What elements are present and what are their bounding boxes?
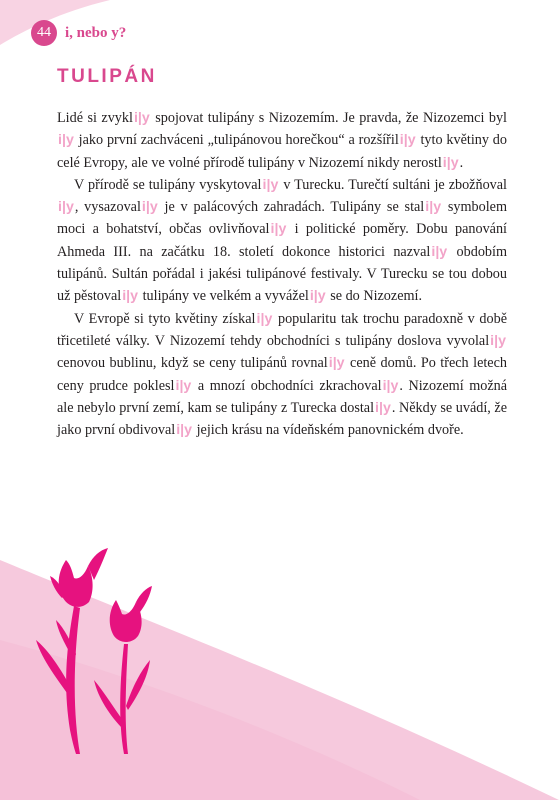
- i-y-gap: [443, 152, 459, 174]
- i-y-gap: [142, 196, 158, 218]
- text-segment: V přírodě se tulipány vyskytoval: [74, 176, 262, 193]
- gap-sep: |: [313, 288, 318, 305]
- gap-sep: |: [403, 132, 408, 149]
- page-title: TULIPÁN: [57, 66, 157, 87]
- gap-left: i: [122, 288, 127, 305]
- gap-right: y: [382, 399, 391, 416]
- gap-right: y: [149, 199, 158, 216]
- gap-right: y: [498, 332, 506, 349]
- gap-left: i: [256, 310, 261, 327]
- gap-left: i: [262, 176, 267, 193]
- i-y-gap: [175, 375, 191, 397]
- gap-right: y: [407, 132, 416, 149]
- gap-left: i: [133, 110, 138, 126]
- gap-right: y: [336, 355, 345, 372]
- text-segment: tulipány ve velkém a vyvážel: [139, 288, 309, 305]
- gap-left: i: [375, 399, 379, 416]
- gap-sep: |: [61, 199, 66, 216]
- text-segment: spojovat tulipány s Nizozemím. Je pravda, že Nizozemci byl: [150, 110, 507, 126]
- text-segment: . Nizozemí možná ale nebylo první zemí, kam se tulipány z Turecka dostal: [57, 377, 508, 416]
- i-y-gap: [58, 129, 74, 151]
- gap-left: i: [382, 377, 387, 394]
- text-segment: Lidé si zvykl: [57, 110, 133, 126]
- article-body: [57, 107, 507, 441]
- i-y-gap: [257, 308, 273, 330]
- gap-right: y: [433, 199, 442, 216]
- gap-left: i: [442, 154, 447, 171]
- i-y-gap: [271, 218, 287, 240]
- text-segment: v Turecku. Turečtí sultáni je zbožňoval: [279, 176, 507, 193]
- gap-sep: |: [61, 132, 66, 149]
- text-segment: V Evropě si tyto květiny získal: [74, 310, 256, 327]
- paragraph: [57, 107, 507, 174]
- text-segment: ceně domů. Po třech letech ceny prudce poklesl: [57, 355, 507, 394]
- i-y-gap: [425, 196, 441, 218]
- gap-right: y: [270, 176, 279, 193]
- gap-right: y: [317, 288, 326, 305]
- gap-sep: |: [274, 221, 279, 238]
- i-y-gap: [329, 352, 345, 374]
- gap-left: i: [176, 422, 181, 439]
- gap-sep: |: [266, 176, 271, 193]
- paragraph: [57, 174, 507, 308]
- text-segment: je v palácových zahradách. Tulipány se stal: [158, 199, 425, 216]
- gap-left: i: [141, 199, 146, 216]
- text-segment: , vysazoval: [74, 199, 141, 216]
- gap-left: i: [431, 243, 436, 260]
- gap-left: i: [490, 332, 495, 349]
- gap-sep: |: [180, 422, 185, 439]
- i-y-gap: [122, 285, 138, 307]
- gap-sep: |: [145, 199, 150, 216]
- gap-sep: |: [137, 110, 142, 126]
- gap-sep: |: [179, 377, 184, 394]
- page-header: [31, 20, 126, 46]
- text-segment: .: [459, 154, 464, 171]
- gap-sep: |: [446, 154, 451, 171]
- gap-right: y: [450, 154, 459, 171]
- gap-left: i: [270, 221, 275, 238]
- text-segment: jejich krásu na vídeňském panovnickém dvoře.: [193, 422, 464, 439]
- section-title: i, nebo y?: [65, 24, 127, 41]
- gap-left: i: [399, 132, 404, 149]
- paragraph: [57, 308, 507, 442]
- tulip-illustration: [28, 540, 158, 755]
- i-y-gap: [383, 375, 399, 397]
- gap-right: y: [278, 221, 287, 238]
- page-number-badge: 44: [31, 20, 57, 46]
- gap-sep: |: [386, 377, 391, 394]
- gap-sep: |: [260, 310, 265, 327]
- gap-left: i: [175, 377, 180, 394]
- gap-sep: |: [378, 399, 383, 416]
- gap-left: i: [58, 199, 62, 216]
- gap-sep: |: [126, 288, 131, 305]
- i-y-gap: [310, 285, 326, 307]
- gap-right: y: [65, 199, 74, 216]
- gap-sep: |: [332, 355, 337, 372]
- i-y-gap: [400, 129, 416, 151]
- gap-right: y: [130, 288, 139, 305]
- i-y-gap: [134, 107, 150, 129]
- gap-right: y: [439, 243, 448, 260]
- text-segment: . Někdy se uvádí, že jako první obdivoval: [57, 399, 508, 439]
- i-y-gap: [58, 196, 74, 218]
- text-segment: cenovou bublinu, když se ceny tulipánů rovnal: [57, 355, 328, 372]
- text-segment: jako první zachváceni „tulipánovou horečkou“ a rozšířil: [74, 132, 399, 149]
- gap-right: y: [390, 377, 399, 394]
- gap-left: i: [328, 355, 333, 372]
- gap-right: y: [65, 132, 74, 149]
- i-y-gap: [490, 330, 506, 352]
- gap-right: y: [264, 310, 273, 327]
- text-segment: i politické poměry. Dobu panování Ahmeda III. na začátku 18. století dokonce historici nazval: [57, 221, 507, 260]
- gap-sep: |: [494, 332, 499, 349]
- text-segment: obdobím tulipánů. Sultán pořádal i jakési tulipánové festivaly. V Turecku se tou dobou už pěstoval: [57, 243, 507, 305]
- text-segment: popularitu tak trochu paradoxně v době třicetileté války. V Nizozemí tehdy obchodníci s tulipány doslova vyvolal: [57, 310, 508, 349]
- gap-left: i: [425, 199, 430, 216]
- i-y-gap: [176, 419, 192, 441]
- gap-sep: |: [429, 199, 434, 216]
- text-segment: a mnozí obchodníci zkrachoval: [192, 377, 382, 394]
- text-segment: symbolem moci a bohatství, občas ovlivňoval: [57, 199, 507, 238]
- text-segment: tyto květiny do celé Evropy, ale ve volné přírodě tulipány v Nizozemí nikdy nerostl: [57, 132, 507, 171]
- gap-sep: |: [435, 243, 440, 260]
- i-y-gap: [263, 174, 279, 196]
- gap-right: y: [184, 422, 193, 439]
- i-y-gap: [375, 397, 391, 419]
- gap-right: y: [141, 110, 150, 126]
- i-y-gap: [431, 241, 447, 263]
- gap-left: i: [309, 288, 314, 305]
- text-segment: se do Nizozemí.: [326, 288, 423, 305]
- gap-left: i: [58, 132, 62, 149]
- gap-right: y: [183, 377, 192, 394]
